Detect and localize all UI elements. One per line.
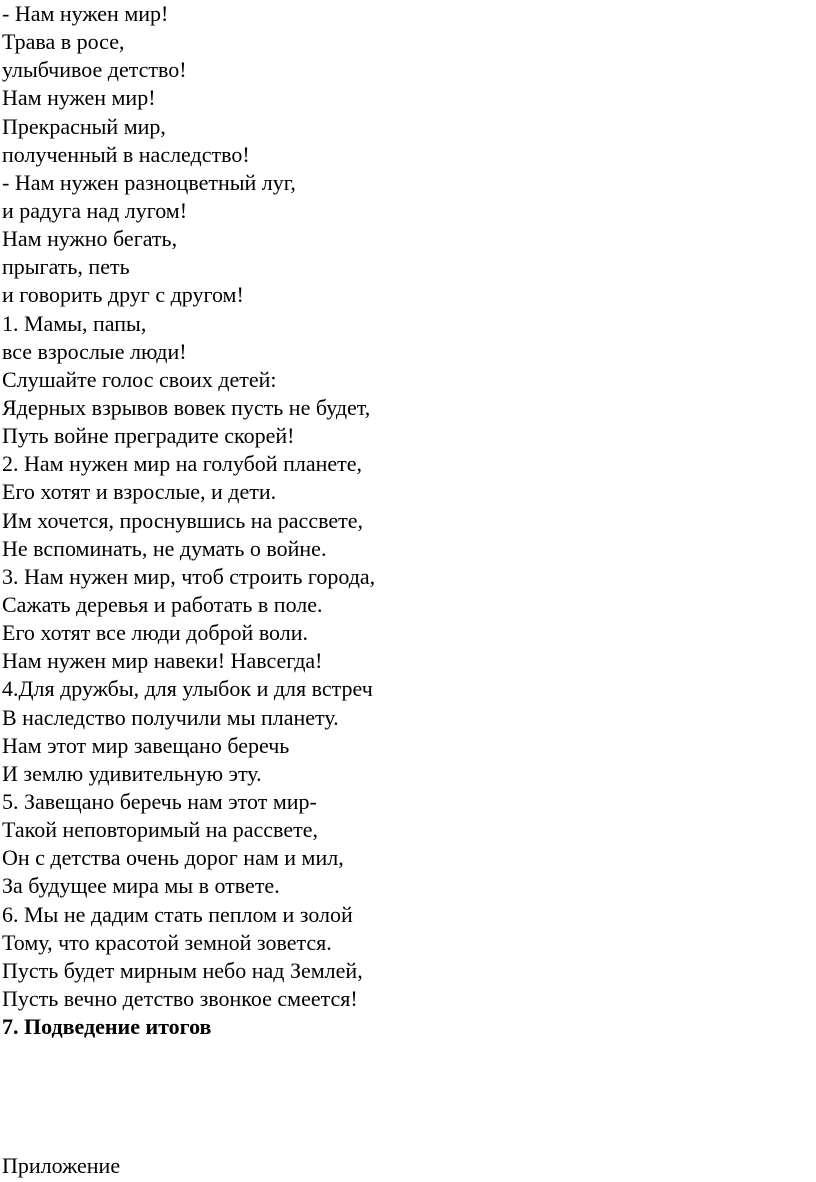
poem-line: Его хотят все люди доброй воли.: [2, 620, 309, 646]
poem-line: полученный в наследство!: [2, 141, 250, 167]
poem-text: [2, 0, 375, 1013]
poem-line: Трава в росе,: [2, 29, 125, 55]
appendix-label: Приложение: [2, 1153, 121, 1178]
poem-line: Пусть будет мирным небо над Землей,: [2, 957, 363, 983]
poem-line: все взрослые люди!: [2, 338, 187, 364]
poem-line: и радуга над лугом!: [2, 197, 188, 223]
poem-line: Такой неповторимый на рассвете,: [2, 817, 318, 843]
poem-line: улыбчивое детство!: [2, 57, 187, 83]
poem-line: 6. Мы не дадим стать пеплом и золой: [2, 901, 353, 927]
poem-line: Ядерных взрывов вовек пусть не будет,: [2, 394, 371, 420]
poem-line: 5. Завещано беречь нам этот мир-: [2, 788, 317, 814]
poem-line: - Нам нужен разноцветный луг,: [2, 169, 296, 195]
section-heading: 7. Подведение итогов: [2, 1014, 212, 1039]
poem-line: 1. Мамы, папы,: [2, 310, 147, 336]
poem-line: Нам этот мир завещано беречь: [2, 732, 290, 758]
poem-line: Нам нужен мир навеки! Навсегда!: [2, 648, 323, 674]
poem-line: Им хочется, проснувшись на рассвете,: [2, 507, 363, 533]
poem-line: Сажать деревья и работать в поле.: [2, 591, 323, 617]
poem-line: Он с детства очень дорог нам и мил,: [2, 845, 344, 871]
poem-line: прыгать, петь: [2, 254, 130, 280]
poem-line: - Нам нужен мир!: [2, 1, 169, 26]
poem-line: Пусть вечно детство звонкое смеется!: [2, 985, 358, 1011]
poem-line: 4.Для дружбы, для улыбок и для встреч: [2, 676, 373, 702]
poem-line: Не вспоминать, не думать о войне.: [2, 535, 327, 561]
poem-line: В наследство получили мы планету.: [2, 704, 339, 730]
poem-line: 3. Нам нужен мир, чтоб строить города,: [2, 563, 376, 589]
poem-line: Нам нужно бегать,: [2, 226, 178, 252]
poem-line: И землю удивительную эту.: [2, 760, 262, 786]
poem-line: и говорить друг с другом!: [2, 282, 244, 308]
poem-line: Нам нужен мир!: [2, 85, 156, 111]
poem-line: 2. Нам нужен мир на голубой планете,: [2, 451, 363, 477]
poem-line: Его хотят и взрослые, и дети.: [2, 479, 277, 505]
poem-line: Прекрасный мир,: [2, 113, 166, 139]
poem-line: Слушайте голос своих детей:: [2, 366, 277, 392]
poem-line: Путь войне преградите скорей!: [2, 423, 295, 449]
poem-line: За будущее мира мы в ответе.: [2, 873, 280, 899]
poem-line: Тому, что красотой земной зовется.: [2, 929, 332, 955]
